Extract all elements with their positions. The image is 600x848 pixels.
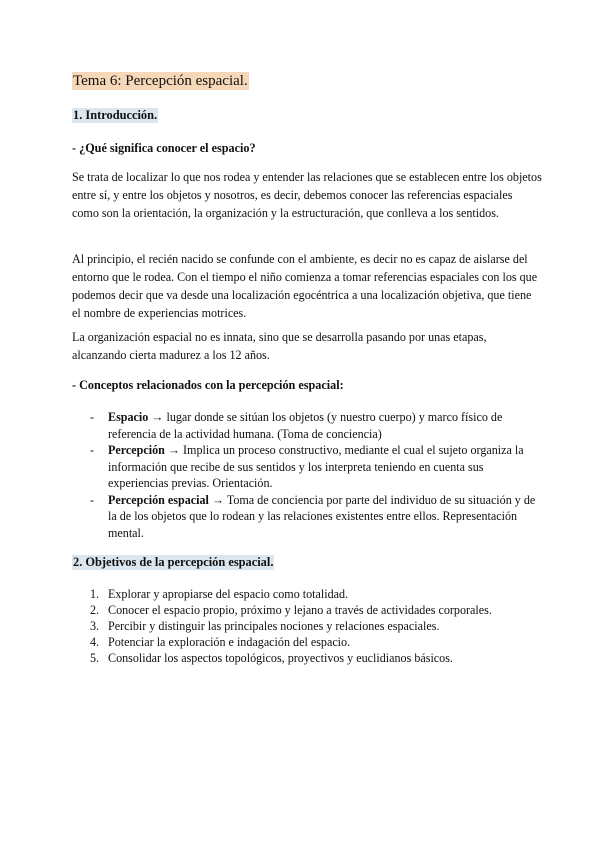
- objective-number: 3.: [90, 619, 100, 633]
- objective-text: Conocer el espacio propio, próximo y lejano a través de actividades corporales.: [108, 603, 492, 617]
- intro-paragraph-3: La organización espacial no es innata, sino que se desarrolla pasando por unas etapas, alcanzando cierta madurez a los 12 años.: [72, 330, 487, 362]
- objective-text: Percibir y distinguir las principales nociones y relaciones espaciales.: [108, 619, 440, 633]
- intro-paragraph-2: Al principio, el recién nacido se confunde con el ambiente, es decir no es capaz de aislarse del entorno que le rodea. Con el tiempo el niño comienza a tomar referencias espaciales con los que podemos decir que va desde una localización egocéntrica a una localización objetiva, que tiene el nombre de experiencias motrices.: [72, 252, 538, 320]
- bullet-dash: -: [90, 443, 95, 457]
- concept-item-percepcion: [90, 442, 540, 492]
- arrow: →: [164, 443, 184, 457]
- concept-definition: lugar donde se sitúan los objetos (y nuestro cuerpo) y marco físico de referencia de la actividad humana. (Toma de conciencia): [108, 410, 503, 441]
- objective-item: [90, 618, 540, 634]
- objective-item: [90, 650, 540, 666]
- document-title: Tema 6: Percepción espacial.: [73, 73, 248, 89]
- section-2-heading: 2. Objetivos de la percepción espacial.: [73, 555, 274, 569]
- concept-item-espacio: [90, 409, 540, 442]
- objective-number: 4.: [90, 635, 100, 649]
- objective-number: 2.: [90, 603, 100, 617]
- concepts-heading: - Conceptos relacionados con la percepción espacial:: [72, 378, 344, 392]
- objective-item: [90, 586, 540, 602]
- objective-item: [90, 602, 540, 618]
- objective-text: Consolidar los aspectos topológicos, proyectivos y euclidianos básicos.: [108, 651, 453, 665]
- concept-item-percepcion-espacial: [90, 492, 540, 542]
- concept-definition: Toma de conciencia por parte del individuo de su situación y de la de los objetos que lo rodean y las relaciones existentes entre ellos. Representación mental.: [108, 492, 536, 540]
- concept-term: Percepción espacial: [108, 492, 209, 507]
- concept-term: Percepción: [108, 443, 165, 457]
- bullet-dash: -: [90, 410, 95, 424]
- concept-term: Espacio: [108, 410, 149, 424]
- section-1-heading: 1. Introducción.: [73, 108, 158, 122]
- bullet-dash: -: [90, 492, 95, 507]
- objective-number: 5.: [90, 651, 100, 665]
- intro-paragraph-1: Se trata de localizar lo que nos rodea y entender las relaciones que se establecen entre los objetos entre sí, y entre los objetos y nosotros, es decir, debemos conocer las referencias espaciales como son la orientación, la organización y la estructuración, que conlleva a los sentidos.: [72, 170, 542, 220]
- objectives-list: [90, 586, 540, 666]
- concepts-list: [90, 409, 540, 541]
- arrow: →: [208, 492, 227, 507]
- concept-definition: Implica un proceso constructivo, mediante el cual el sujeto organiza la información que recibe de sus sentidos y los interpreta teniendo en cuenta sus experiencias previas. Orientación.: [108, 443, 524, 490]
- objective-text: Explorar y apropiarse del espacio como totalidad.: [108, 587, 349, 601]
- objective-number: 1.: [90, 587, 100, 601]
- question-heading: - ¿Qué significa conocer el espacio?: [72, 141, 256, 155]
- arrow: →: [148, 410, 167, 424]
- objective-text: Potenciar la exploración e indagación del espacio.: [108, 635, 351, 649]
- objective-item: [90, 634, 540, 650]
